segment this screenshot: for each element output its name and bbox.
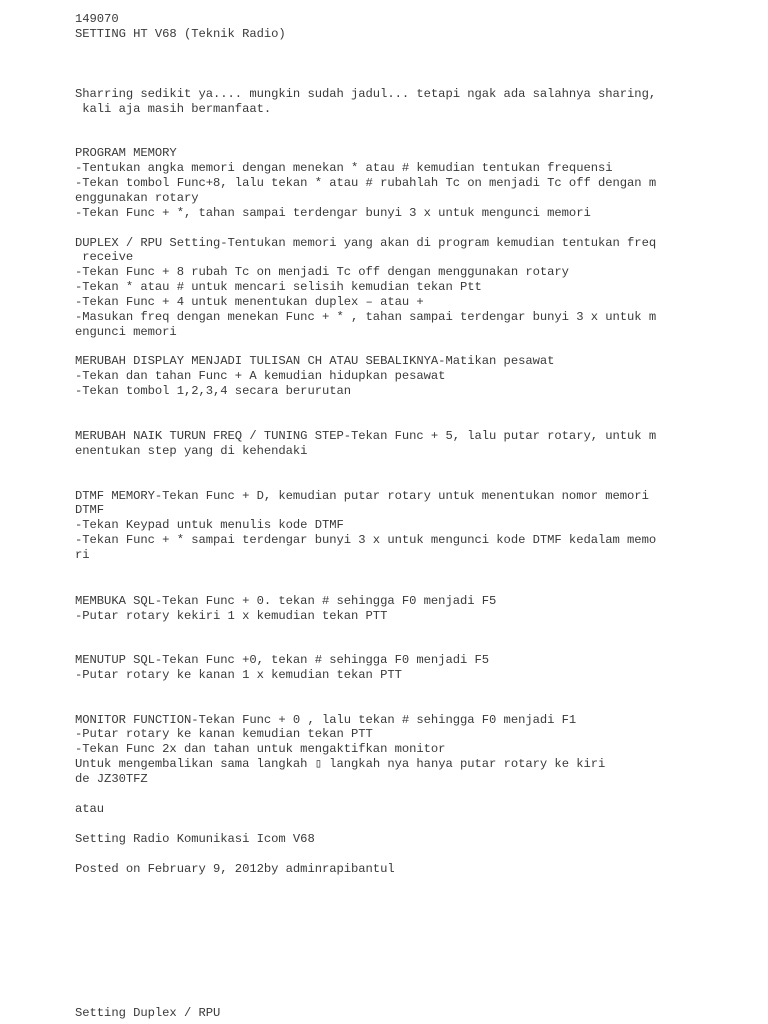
body-line: -Tekan Func + 8 rubah Tc on menjadi Tc off dengan menggunakan rotary [75,265,569,279]
body-line: -Tekan Func + 4 untuk menentukan duplex – atau + [75,295,424,309]
section-heading-duplex: DUPLEX / RPU Setting-Tentukan memori yang akan di program kemudian tentukan freq [75,236,657,250]
body-line: -Masukan freq dengan menekan Func + * , tahan sampai terdengar bunyi 3 x untuk m [75,310,657,324]
posted-info: Posted on February 9, 2012by adminrapibantul [75,862,395,876]
section-heading-tuning: MERUBAH NAIK TURUN FREQ / TUNING STEP-Tekan Func + 5, lalu putar rotary, untuk m [75,429,657,443]
body-line: -Putar rotary kekiri 1 x kemudian tekan PTT [75,609,388,623]
body-line: de JZ30TFZ [75,772,148,786]
body-line: -Tekan tombol 1,2,3,4 secara berurutan [75,384,352,398]
section-heading-dtmf: DTMF MEMORY-Tekan Func + D, kemudian putar rotary untuk menentukan nomor memori [75,489,649,503]
body-line: -Tekan dan tahan Func + A kemudian hidupkan pesawat [75,369,446,383]
body-line: DTMF [75,503,105,517]
section-heading-monitor: MONITOR FUNCTION-Tekan Func + 0 , lalu tekan # sehingga F0 menjadi F1 [75,713,577,727]
body-line: -Tekan * atau # untuk mencari selisih kemudian tekan Ptt [75,280,482,294]
document-title: SETTING HT V68 (Teknik Radio) [75,27,286,41]
body-line: -Tekan Func + *, tahan sampai terdengar bunyi 3 x untuk mengunci memori [75,206,591,220]
body-line: -Tekan Func + * sampai terdengar bunyi 3 x untuk mengunci kode DTMF kedalam memo [75,533,657,547]
section-heading-program-memory: PROGRAM MEMORY [75,146,177,160]
body-line: engunci memori [75,325,177,339]
body-line: -Putar rotary ke kanan kemudian tekan PTT [75,727,373,741]
footer-heading: Setting Duplex / RPU [75,1006,221,1020]
body-line: -Tekan Keypad untuk menulis kode DTMF [75,518,344,532]
section-heading-display: MERUBAH DISPLAY MENJADI TULISAN CH ATAU SEBALIKNYA-Matikan pesawat [75,354,555,368]
document-id: 149070 [75,12,119,26]
body-line: -Tekan tombol Func+8, lalu tekan * atau # rubahlah Tc on menjadi Tc off dengan m [75,176,657,190]
body-line: -Tentukan angka memori dengan menekan * atau # kemudian tentukan frequensi [75,161,613,175]
body-line: -Putar rotary ke kanan 1 x kemudian tekan PTT [75,668,402,682]
section-heading-sql-close: MENUTUP SQL-Tekan Func +0, tekan # sehingga F0 menjadi F5 [75,653,490,667]
body-line: enentukan step yang di kehendaki [75,444,308,458]
intro-line: Sharring sedikit ya.... mungkin sudah jadul... tetapi ngak ada salahnya sharing, [75,87,657,101]
body-line: ri [75,548,90,562]
body-line: Untuk mengembalikan sama langkah ▯ langkah nya hanya putar rotary ke kiri [75,757,606,771]
atau-text: atau [75,802,105,816]
section-heading-sql-open: MEMBUKA SQL-Tekan Func + 0. tekan # sehingga F0 menjadi F5 [75,594,497,608]
body-line: receive [75,250,134,264]
body-line: enggunakan rotary [75,191,199,205]
body-line: -Tekan Func 2x dan tahan untuk mengaktifkan monitor [75,742,446,756]
article-subtitle: Setting Radio Komunikasi Icom V68 [75,832,315,846]
intro-line: kali aja masih bermanfaat. [75,102,272,116]
